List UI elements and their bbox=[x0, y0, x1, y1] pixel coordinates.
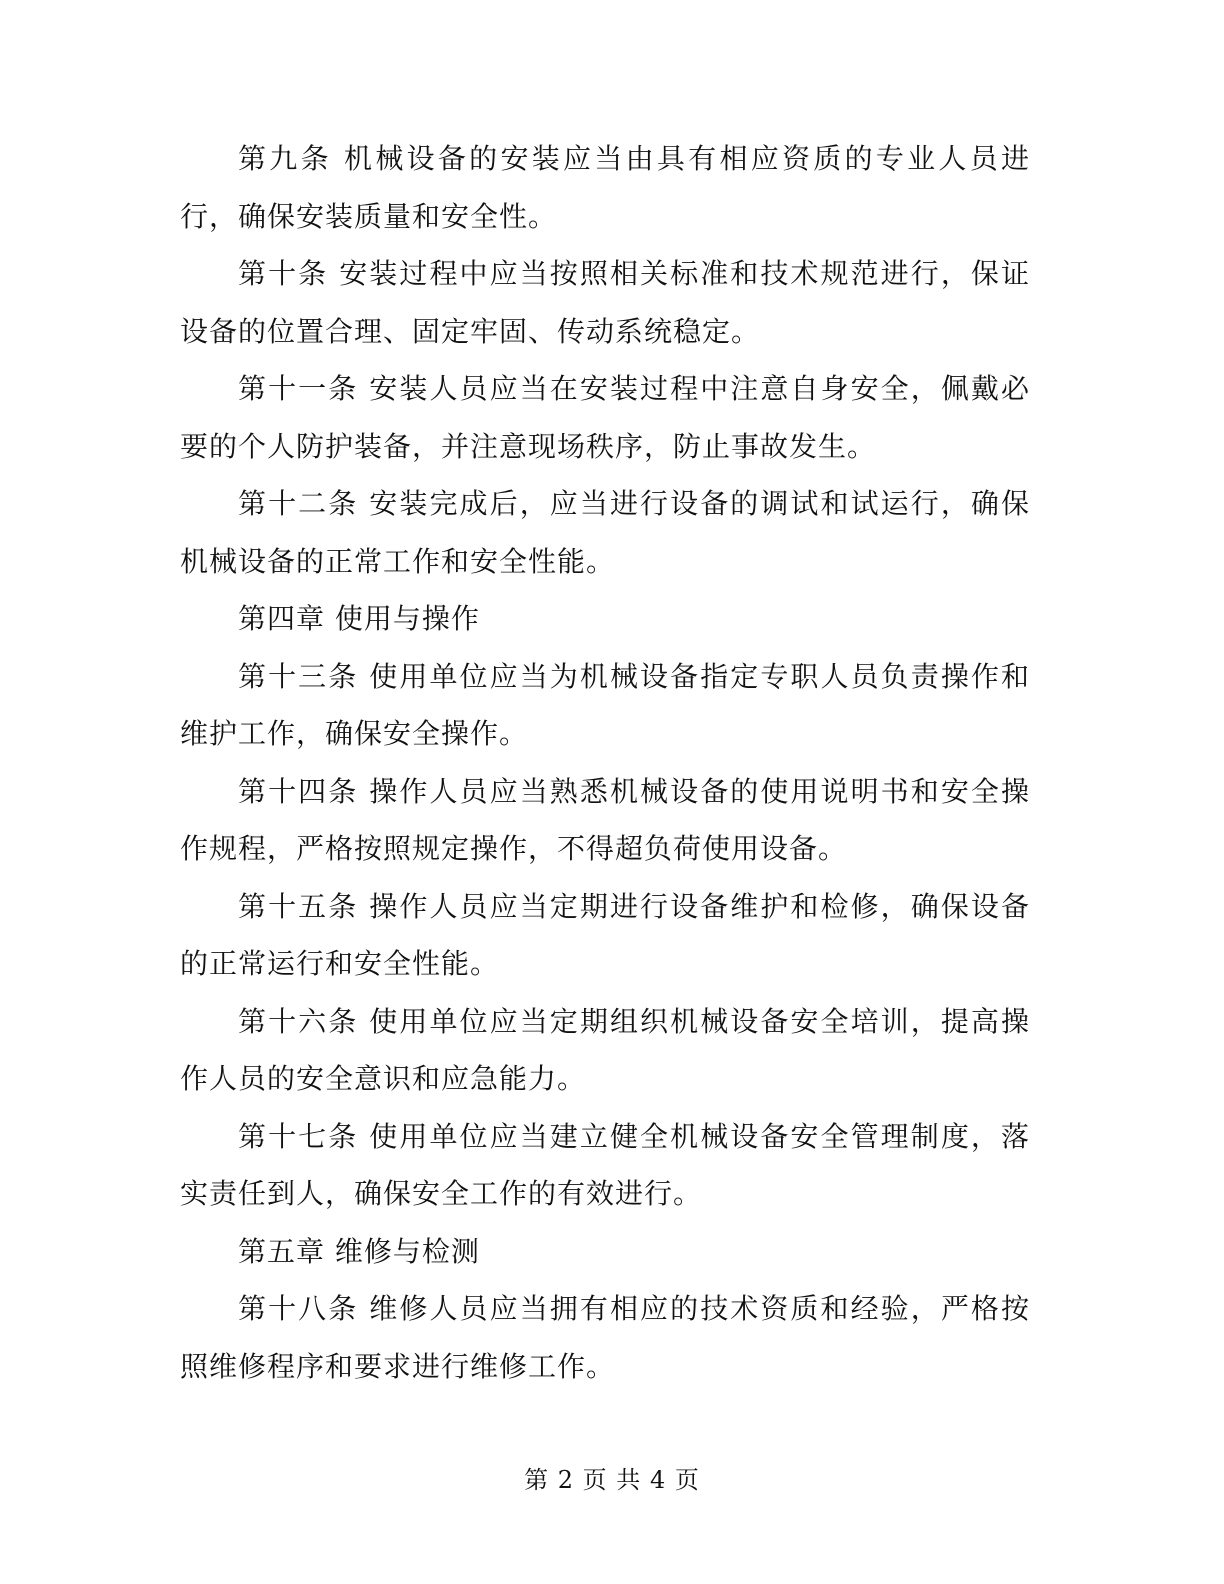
article-11: 第十一条 安装人员应当在安装过程中注意自身安全，佩戴必要的个人防护装备，并注意现场秩序，防止事故发生。 bbox=[180, 372, 1030, 463]
document-body bbox=[180, 130, 1030, 1395]
page-number: 第 2 页 共 4 页 bbox=[524, 1466, 700, 1494]
chapter-4-heading: 第四章 使用与操作 bbox=[238, 602, 480, 635]
article-13: 第十三条 使用单位应当为机械设备指定专职人员负责操作和维护工作，确保安全操作。 bbox=[180, 659, 1030, 750]
article-10: 第十条 安装过程中应当按照相关标准和技术规范进行，保证设备的位置合理、固定牢固、传动系统稳定。 bbox=[180, 257, 1030, 348]
article-15: 第十五条 操作人员应当定期进行设备维护和检修，确保设备的正常运行和安全性能。 bbox=[180, 889, 1030, 980]
article-9: 第九条 机械设备的安装应当由具有相应资质的专业人员进行，确保安装质量和安全性。 bbox=[180, 142, 1030, 233]
article-12: 第十二条 安装完成后，应当进行设备的调试和试运行，确保机械设备的正常工作和安全性能。 bbox=[180, 487, 1030, 578]
article-16: 第十六条 使用单位应当定期组织机械设备安全培训，提高操作人员的安全意识和应急能力。 bbox=[180, 1004, 1030, 1095]
chapter-5-heading: 第五章 维修与检测 bbox=[238, 1234, 480, 1268]
article-14: 第十四条 操作人员应当熟悉机械设备的使用说明书和安全操作规程，严格按照规定操作，不得超负荷使用设备。 bbox=[180, 774, 1030, 865]
article-17: 第十七条 使用单位应当建立健全机械设备安全管理制度，落实责任到人，确保安全工作的有效进行。 bbox=[180, 1119, 1030, 1210]
article-18: 第十八条 维修人员应当拥有相应的技术资质和经验，严格按照维修程序和要求进行维修工作。 bbox=[180, 1292, 1030, 1383]
page-footer bbox=[0, 1460, 1224, 1495]
